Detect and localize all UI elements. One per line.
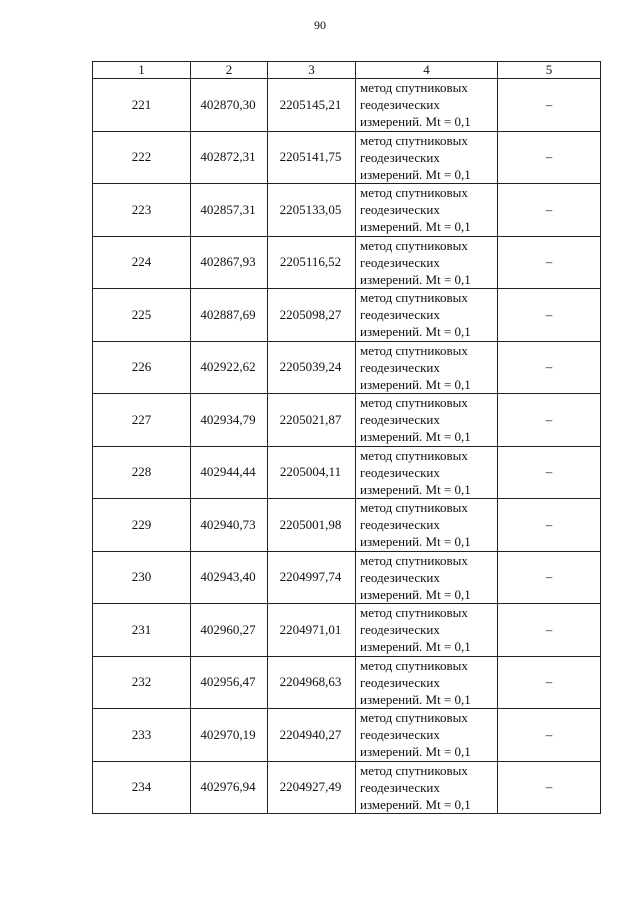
coordinates-table: [92, 61, 601, 814]
coord-x: 402934,79: [191, 394, 268, 447]
point-number: 231: [93, 604, 191, 657]
coord-y: 2204968,63: [268, 656, 356, 709]
header-col-4: 4: [356, 62, 498, 79]
method-line: геодезических: [360, 254, 440, 270]
point-number: 222: [93, 131, 191, 184]
coord-y: 2205001,98: [268, 499, 356, 552]
note-cell: –: [498, 551, 601, 604]
method-cell: [356, 131, 498, 184]
point-number: 234: [93, 761, 191, 814]
point-number: 221: [93, 79, 191, 132]
note-cell: –: [498, 394, 601, 447]
method-line: геодезических: [360, 464, 440, 480]
table-row: [93, 499, 601, 552]
coord-y: 2204927,49: [268, 761, 356, 814]
method-line: измерений. Mt = 0,1: [360, 586, 471, 602]
method-line: измерений. Mt = 0,1: [360, 114, 471, 130]
coord-y: 2205141,75: [268, 131, 356, 184]
table-row: [93, 289, 601, 342]
method-line: измерений. Mt = 0,1: [360, 639, 471, 655]
header-col-1: 1: [93, 62, 191, 79]
method-line: метод спутниковых: [360, 605, 468, 621]
coord-y: 2205133,05: [268, 184, 356, 237]
method-cell: [356, 551, 498, 604]
note-cell: –: [498, 656, 601, 709]
method-line: метод спутниковых: [360, 447, 468, 463]
note-cell: –: [498, 499, 601, 552]
coord-y: 2205145,21: [268, 79, 356, 132]
method-line: метод спутниковых: [360, 290, 468, 306]
coord-y: 2205021,87: [268, 394, 356, 447]
point-number: 225: [93, 289, 191, 342]
method-line: измерений. Mt = 0,1: [360, 324, 471, 340]
point-number: 223: [93, 184, 191, 237]
note-cell: –: [498, 289, 601, 342]
method-line: метод спутниковых: [360, 552, 468, 568]
note-cell: –: [498, 236, 601, 289]
coord-y: 2204940,27: [268, 709, 356, 762]
header-col-2: 2: [191, 62, 268, 79]
method-line: метод спутниковых: [360, 395, 468, 411]
method-line: измерений. Mt = 0,1: [360, 691, 471, 707]
coord-y: 2204971,01: [268, 604, 356, 657]
point-number: 224: [93, 236, 191, 289]
coord-x: 402867,93: [191, 236, 268, 289]
table-row: [93, 709, 601, 762]
note-cell: –: [498, 761, 601, 814]
method-line: метод спутниковых: [360, 762, 468, 778]
method-line: измерений. Mt = 0,1: [360, 271, 471, 287]
header-col-5: 5: [498, 62, 601, 79]
method-line: геодезических: [360, 569, 440, 585]
coord-y: 2205098,27: [268, 289, 356, 342]
table-row: [93, 446, 601, 499]
coord-x: 402940,73: [191, 499, 268, 552]
method-line: геодезических: [360, 727, 440, 743]
method-cell: [356, 289, 498, 342]
method-cell: [356, 656, 498, 709]
table-body: [93, 79, 601, 814]
coord-x: 402922,62: [191, 341, 268, 394]
method-cell: [356, 341, 498, 394]
method-line: метод спутниковых: [360, 80, 468, 96]
note-cell: –: [498, 446, 601, 499]
method-line: измерений. Mt = 0,1: [360, 481, 471, 497]
coord-y: 2205116,52: [268, 236, 356, 289]
method-line: измерений. Mt = 0,1: [360, 376, 471, 392]
method-cell: [356, 761, 498, 814]
method-line: метод спутниковых: [360, 185, 468, 201]
method-line: метод спутниковых: [360, 237, 468, 253]
table-row: [93, 656, 601, 709]
method-line: измерений. Mt = 0,1: [360, 796, 471, 812]
coord-x: 402870,30: [191, 79, 268, 132]
header-row: [93, 62, 601, 79]
method-line: геодезических: [360, 412, 440, 428]
coord-y: 2205004,11: [268, 446, 356, 499]
method-line: метод спутниковых: [360, 500, 468, 516]
method-line: измерений. Mt = 0,1: [360, 166, 471, 182]
method-line: геодезических: [360, 202, 440, 218]
table-row: [93, 394, 601, 447]
method-cell: [356, 236, 498, 289]
note-cell: –: [498, 709, 601, 762]
method-cell: [356, 184, 498, 237]
coord-x: 402943,40: [191, 551, 268, 604]
table-row: [93, 604, 601, 657]
method-line: геодезических: [360, 97, 440, 113]
header-col-3: 3: [268, 62, 356, 79]
table-row: [93, 184, 601, 237]
table-row: [93, 236, 601, 289]
note-cell: –: [498, 184, 601, 237]
method-cell: [356, 709, 498, 762]
method-cell: [356, 604, 498, 657]
coord-x: 402887,69: [191, 289, 268, 342]
coord-x: 402970,19: [191, 709, 268, 762]
method-line: геодезических: [360, 622, 440, 638]
point-number: 229: [93, 499, 191, 552]
coord-x: 402976,94: [191, 761, 268, 814]
point-number: 230: [93, 551, 191, 604]
point-number: 228: [93, 446, 191, 499]
method-line: измерений. Mt = 0,1: [360, 429, 471, 445]
coord-x: 402956,47: [191, 656, 268, 709]
method-line: измерений. Mt = 0,1: [360, 534, 471, 550]
method-cell: [356, 79, 498, 132]
coord-y: 2205039,24: [268, 341, 356, 394]
method-line: геодезических: [360, 359, 440, 375]
coord-x: 402960,27: [191, 604, 268, 657]
note-cell: –: [498, 604, 601, 657]
method-line: геодезических: [360, 674, 440, 690]
table-row: [93, 79, 601, 132]
method-line: геодезических: [360, 779, 440, 795]
method-line: метод спутниковых: [360, 657, 468, 673]
method-line: метод спутниковых: [360, 132, 468, 148]
table-row: [93, 761, 601, 814]
table-row: [93, 551, 601, 604]
note-cell: –: [498, 341, 601, 394]
coord-y: 2204997,74: [268, 551, 356, 604]
method-line: измерений. Mt = 0,1: [360, 744, 471, 760]
table-row: [93, 341, 601, 394]
note-cell: –: [498, 79, 601, 132]
method-cell: [356, 394, 498, 447]
method-line: измерений. Mt = 0,1: [360, 219, 471, 235]
method-line: геодезических: [360, 517, 440, 533]
method-line: метод спутниковых: [360, 342, 468, 358]
coord-x: 402872,31: [191, 131, 268, 184]
coord-x: 402857,31: [191, 184, 268, 237]
point-number: 226: [93, 341, 191, 394]
method-cell: [356, 446, 498, 499]
method-line: метод спутниковых: [360, 710, 468, 726]
point-number: 227: [93, 394, 191, 447]
method-line: геодезических: [360, 149, 440, 165]
coord-x: 402944,44: [191, 446, 268, 499]
point-number: 233: [93, 709, 191, 762]
note-cell: –: [498, 131, 601, 184]
method-line: геодезических: [360, 307, 440, 323]
page-number: 90: [314, 18, 326, 32]
table-header: [93, 62, 601, 79]
method-cell: [356, 499, 498, 552]
point-number: 232: [93, 656, 191, 709]
table-row: [93, 131, 601, 184]
